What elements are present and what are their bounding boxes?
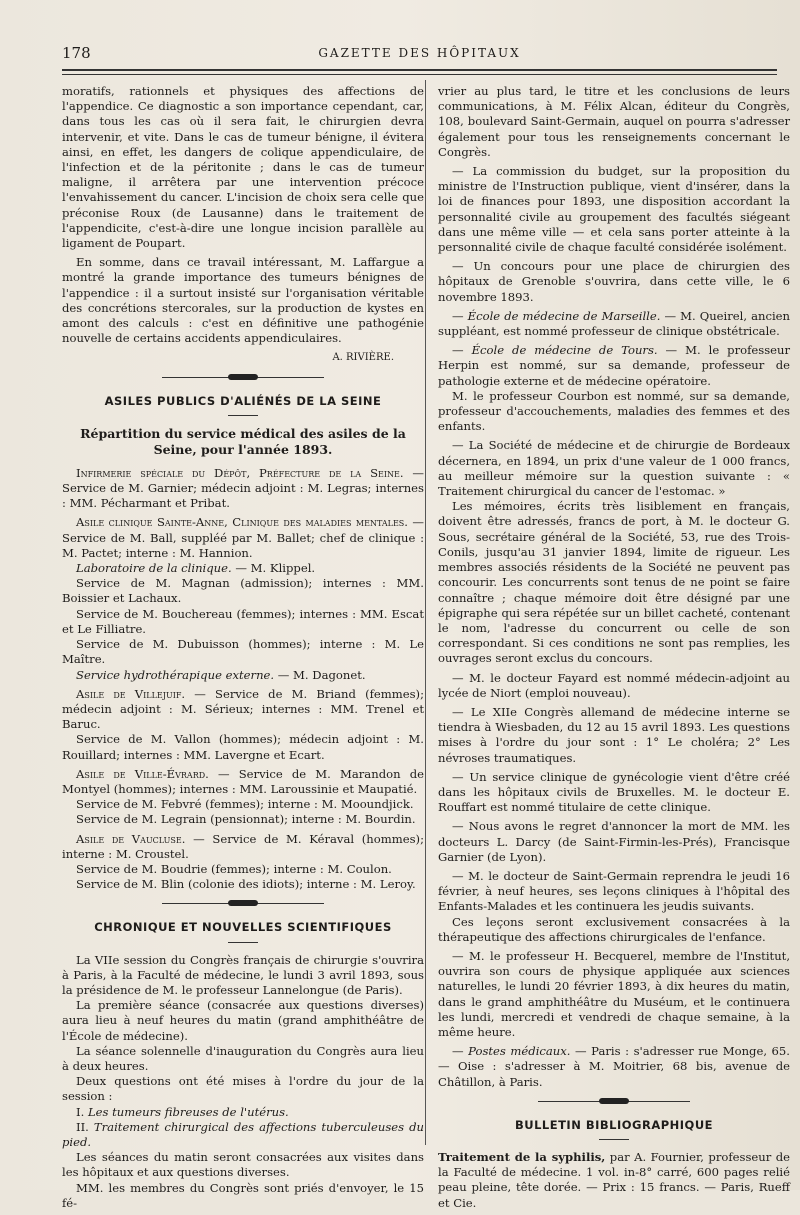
right-column bbox=[438, 84, 790, 1215]
paragraph bbox=[62, 687, 424, 733]
paragraph bbox=[62, 767, 424, 797]
paragraph: Service de M. Febvré (femmes); interne : M. Mooundjick. bbox=[76, 797, 414, 812]
text: — bbox=[452, 343, 472, 358]
paragraph bbox=[62, 832, 424, 862]
divider bbox=[599, 1139, 629, 1140]
paragraph: — La commission du budget, sur la proposition du ministre de l'Instruction publique, vient d'insérer, dans la loi de finances pour 1893, une disposition accordant la personnalité civile au groupement des facultés siégeant dans une même ville — et cela sans porter atteinte à la personnalité civile de chaque faculté considérée isolément. bbox=[438, 164, 790, 255]
asylum-text: — Service de M. Ball, suppléé par M. Ballet; chef de clinique : M. Pactet; interne : M. Hannion. bbox=[62, 515, 425, 560]
left-column bbox=[62, 84, 424, 1215]
paragraph: — Nous avons le regret d'annoncer la mort de MM. les docteurs L. Darcy (de Saint-Firmin-les-Prés), Francisque Garnier (de Lyon). bbox=[438, 819, 790, 864]
asylum-name: Asile de Vaucluse. bbox=[76, 831, 186, 846]
section-ornament bbox=[62, 896, 424, 910]
page-header bbox=[62, 44, 777, 64]
section-title: ASILES PUBLICS D'ALIÉNÉS DE LA SEINE bbox=[104, 393, 382, 408]
text: — bbox=[452, 1044, 469, 1059]
paragraph bbox=[62, 561, 424, 576]
paragraph: La VIIe session du Congrès français de chirurgie s'ouvrira à Paris, à la Faculté de médecine, le lundi 3 avril 1893, sous la présidence de M. le professeur Lannelongue (de Paris). bbox=[62, 952, 424, 997]
italic-text: Les tumeurs fibreuses de l'utérus. bbox=[87, 1104, 289, 1119]
paragraph: — M. le docteur de Saint-Germain reprendra le jeudi 16 février, à neuf heures, ses leçons cliniques à l'hôpital des Enfants-Malades et les continuera les jeudis suivants. bbox=[438, 868, 790, 914]
paragraph: — M. le professeur H. Becquerel, membre de l'Institut, ouvrira son cours de physique appliquée aux sciences naturelles, le lundi 20 février 1893, à dix heures du matin, dans le grand amphithéâtre du Muséum, et le continuera les lundi, mercredi et vendredi de chaque semaine, à la même heure. bbox=[438, 948, 790, 1039]
paragraph: — La Société de médecine et de chirurgie de Bordeaux décernera, en 1894, un prix d'une valeur de 1 000 francs, au meilleur mémoire sur la question suivante : « Traitement chirurgical du cancer de l'estomac. » bbox=[438, 438, 790, 499]
paragraph: Service de M. Dubuisson (hommes); interne : M. Le Maître. bbox=[62, 637, 424, 667]
author-signature: A. RIVIÈRE. bbox=[332, 352, 394, 364]
text: — Paris : s'adresser rue Monge, 65. — Oise : s'adresser à M. Moitrier, 68 bis, avenue de Châtillon, à Paris. bbox=[438, 1044, 790, 1089]
paragraph bbox=[62, 668, 424, 683]
header-rule-thin bbox=[62, 74, 777, 75]
asylum-name: Infirmerie spéciale du Dépôt, Préfecture de la Seine. bbox=[76, 465, 404, 480]
paragraph: Deux questions ont été mises à l'ordre du jour de la session : bbox=[62, 1074, 424, 1104]
asylum-name: Asile de Ville-Évrard. bbox=[76, 766, 209, 781]
paragraph: Service de M. Magnan (admission); internes : MM. Boissier et Lachaux. bbox=[62, 576, 424, 606]
paragraph: MM. les membres du Congrès sont priés d'envoyer, le 15 fé- bbox=[62, 1180, 424, 1210]
journal-title: GAZETTE DES HÔPITAUX bbox=[318, 46, 521, 60]
book-title: Traitement de la syphilis, bbox=[438, 1150, 606, 1164]
paragraph bbox=[62, 1105, 424, 1120]
paragraph bbox=[62, 1120, 424, 1150]
italic-text: Postes médicaux. bbox=[468, 1044, 571, 1059]
paragraph: Ces leçons seront exclusivement consacrées à la thérapeutique des affections chirurgicales de l'enfance. bbox=[438, 914, 790, 944]
section-title: BULLETIN BIBLIOGRAPHIQUE bbox=[514, 1117, 714, 1132]
paragraph: La première séance (consacrée aux questions diverses) aura lieu à neuf heures du matin (grand amphithéâtre de l'École de médecine). bbox=[62, 998, 424, 1043]
paragraph: — Un concours pour une place de chirurgien des hôpitaux de Grenoble s'ouvrira, dans cette ville, le 6 novembre 1893. bbox=[438, 259, 790, 304]
paragraph: — Le XIIe Congrès allemand de médecine interne se tiendra à Wiesbaden, du 12 au 15 avril 1893. Les questions mises à l'ordre du jour sont : 1° Le choléra; 2° Les névroses traumatiques. bbox=[438, 704, 790, 765]
section-ornament bbox=[62, 370, 424, 384]
paragraph bbox=[62, 515, 424, 561]
paragraph: La séance solennelle d'inauguration du Congrès aura lieu à deux heures. bbox=[62, 1043, 424, 1073]
paragraph bbox=[438, 343, 790, 389]
asylum-text: — Service de M. Marandon de Montyel (hommes); internes : MM. Laroussinie et Maupatié. bbox=[62, 766, 424, 796]
numeral: I. bbox=[76, 1104, 88, 1119]
column-divider bbox=[425, 80, 426, 1145]
paragraph: Les séances du matin seront consacrées aux visites dans les hôpitaux et aux questions diverses. bbox=[62, 1150, 424, 1180]
italic-text: Service hydrothérapique externe. bbox=[76, 667, 275, 682]
asylum-name: Asile de Villejuif. bbox=[76, 686, 186, 701]
paragraph: Service de M. Vallon (hommes); médecin adjoint : M. Rouillard; internes : MM. Lavergne et Ecart. bbox=[62, 732, 424, 762]
text: — M. le professeur Herpin est nommé, sur sa demande, professeur de pathologie externe et de médecine opératoire. bbox=[438, 343, 791, 388]
paragraph: vrier au plus tard, le titre et les conclusions de leurs communications, à M. Félix Alcan, éditeur du Congrès, 108, boulevard Saint-Germain, auquel on pourra s'adresser également pour tous les renseignements concernant le Congrès. bbox=[438, 84, 790, 159]
paragraph: En somme, dans ce travail intéressant, M. Laffargue a montré la grande importance des tumeurs bénignes de l'appendice : il a surtout insisté sur l'organisation véritable des concrétions stercorales, sur la production de kystes en amont des calculs : c'est en définitive une pathogénie nouvelle de certains accidents appendiculaires. bbox=[62, 255, 424, 346]
paragraph bbox=[438, 309, 790, 339]
italic-text: École de médecine de Tours. bbox=[471, 343, 658, 358]
paragraph: moratifs, rationnels et physiques des affections de l'appendice. Ce diagnostic a son importance cependant, car, dans tous les cas où il sera fait, le chirurgien devra intervenir, et vite. Dans le cas de tumeur bénigne, il évitera ainsi, en effet, les dangers de colique appendiculaire, de l'infection et de la péritonite ; dans le cas de tumeur maligne, il arrêtera par une intervention précoce l'envahissement du cancer. L'incision de choix sera celle que préconise Roux (de Lausanne) dans le traitement de l'appendicite, c'est-à-dire une longue incision parallèle au ligament de Poupart. bbox=[62, 84, 424, 251]
asylum-name: Asile clinique Sainte-Anne, Clinique des maladies mentales. bbox=[76, 515, 408, 530]
asylum-text: — Service de M. Garnier; médecin adjoint : M. Legras; internes : MM. Pécharmant et Pribat. bbox=[62, 465, 425, 511]
text: — M. Queirel, ancien suppléant, est nommé professeur de clinique obstétricale. bbox=[438, 308, 791, 339]
paragraph: — Un service clinique de gynécologie vient d'être créé dans les hôpitaux civils de Bruxelles. M. le docteur E. Rouffart est nommé titulaire de cette clinique. bbox=[438, 769, 790, 815]
divider bbox=[228, 942, 258, 943]
paragraph bbox=[438, 1044, 790, 1090]
paragraph: — M. le docteur Fayard est nommé médecin-adjoint au lycée de Niort (emploi nouveau). bbox=[438, 670, 790, 700]
section-subtitle: Répartition du service médical des asiles de la Seine, pour l'année 1893. bbox=[80, 425, 406, 457]
paragraph: Service de M. Legrain (pensionnat); interne : M. Bourdin. bbox=[76, 812, 416, 827]
divider bbox=[228, 415, 258, 416]
paragraph: Service de M. Bouchereau (femmes); internes : MM. Escat et Le Filliatre. bbox=[62, 606, 424, 636]
header-rule bbox=[62, 69, 777, 71]
numeral: II. bbox=[76, 1119, 94, 1134]
paragraph: Service de M. Boudrie (femmes); interne : M. Coulon. bbox=[76, 861, 392, 876]
paragraph: M. le professeur Courbon est nommé, sur sa demande, professeur d'accouchements, maladies des femmes et des enfants. bbox=[438, 388, 790, 434]
text: — M. Dagonet. bbox=[274, 667, 366, 682]
italic-text: Laboratoire de la clinique. bbox=[76, 561, 232, 576]
asylum-text: — Service de M. Kéraval (hommes); interne : M. Croustel. bbox=[62, 831, 424, 861]
paragraph: Les mémoires, écrits très lisiblement en français, doivent être adressés, francs de port, à M. le docteur G. Sous, secrétaire général de la Société, 53, rue des Trois-Conils, jusqu'au 31 janvier 1894, limite de rigueur. Les membres associés résidents de la Société ne peuvent pas concourir. Les concurrents sont tenus de ne point se faire connaître ; chaque mémoire doit être désigné par une épigraphe qui sera répétée sur un billet cacheté, contenant le nom, l'adresse du concurrent ou celle de son correspondant. Si ces conditions ne sont pas remplies, les ouvrages seront exclus du concours. bbox=[438, 499, 790, 666]
page-number: 178 bbox=[62, 44, 91, 62]
section-title: CHRONIQUE ET NOUVELLES SCIENTIFIQUES bbox=[94, 920, 392, 935]
text: par A. Fournier, professeur de la Faculté de médecine. 1 vol. in-8° carré, 600 pages relié peau pleine, tête dorée. — Prix : 15 francs. — Paris, Rueff et Cie. bbox=[438, 1150, 790, 1210]
paragraph bbox=[438, 1150, 790, 1211]
text: — bbox=[452, 308, 468, 323]
paragraph: Service de M. Blin (colonie des idiots); interne : M. Leroy. bbox=[76, 877, 416, 892]
text: — M. Klippel. bbox=[231, 561, 316, 576]
paragraph bbox=[62, 466, 424, 512]
section-ornament bbox=[438, 1094, 790, 1108]
asylum-text: — Service de M. Briand (femmes); médecin adjoint : M. Sérieux; internes : MM. Trenel et Baruc. bbox=[62, 686, 424, 732]
italic-text: École de médecine de Marseille. bbox=[467, 308, 661, 323]
italic-text: Traitement chirurgical des affections tuberculeuses du pied. bbox=[62, 1119, 425, 1149]
